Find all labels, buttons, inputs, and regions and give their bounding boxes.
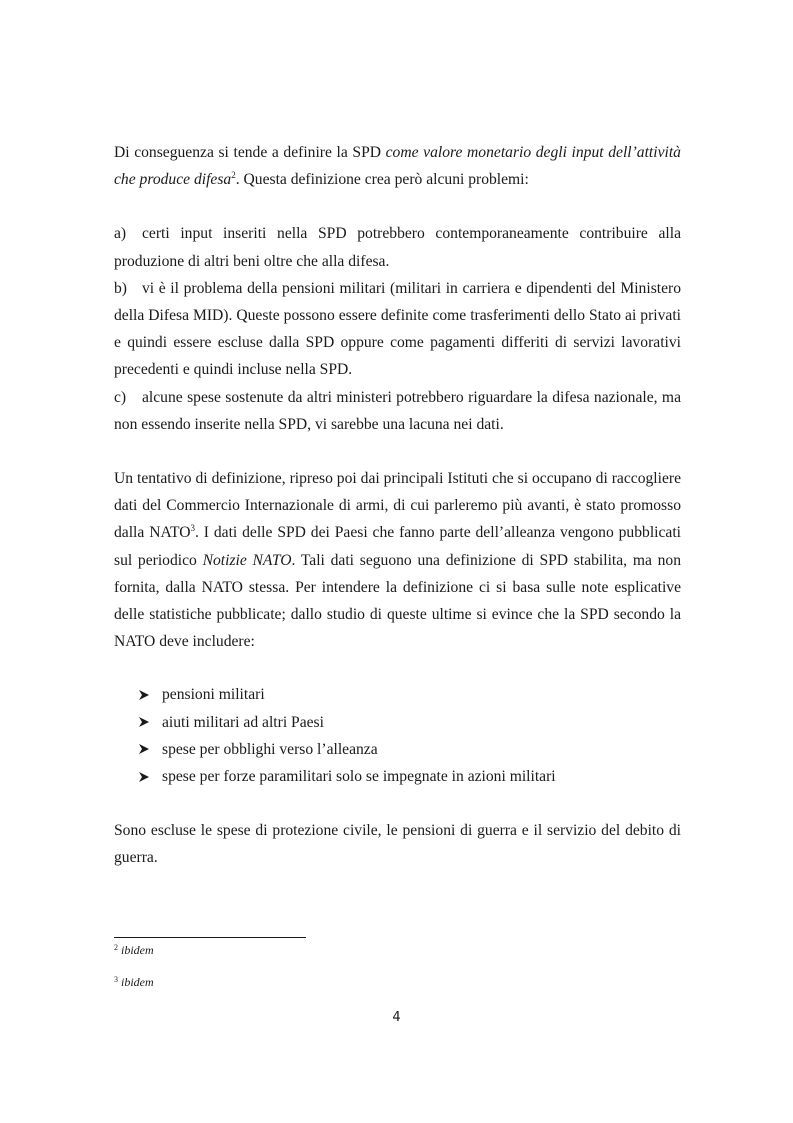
problem-label: a) <box>114 225 127 243</box>
nato-text-start: Un tentativo di definizione, ripreso poi dai principali Istituti che si occupano di raccogliere dati del Commercio Internazionale di armi, di cui parleremo più avanti, è stato promosso dalla NATO <box>114 470 681 542</box>
list-item <box>138 736 681 763</box>
problem-text: alcune spese sostenute da altri ministeri potrebbero riguardare la difesa nazionale, ma non essendo inserite nella SPD, vi sarebbe una lacuna nei dati. <box>114 388 681 433</box>
arrowhead-bullet-icon <box>138 771 162 783</box>
footnote-ref-3[interactable]: 3 <box>190 523 195 534</box>
exclusions-paragraph: Sono escluse le spese di protezione civile, le pensioni di guerra e il servizio del debito di guerra. <box>114 822 681 867</box>
list-item <box>138 709 681 736</box>
footnote-3 <box>114 975 154 989</box>
problem-label: c) <box>114 388 127 406</box>
list-item <box>138 763 681 790</box>
problem-item <box>114 384 681 438</box>
page-number: 4 <box>392 1010 401 1025</box>
problem-item <box>114 220 681 274</box>
intro-definition: come valore monetario degli input dell’attività che produce difesa <box>114 144 681 189</box>
footnote-text: ibidem <box>121 975 154 989</box>
nato-text-end: . Tali dati seguono una definizione di SPD stabilita, ma non fornita, dalla NATO stessa. Per intendere la definizione ci si basa sulle note esplicative delle statistiche pubblicate; dallo studio di queste ultime si evince che la SPD secondo la NATO deve includere: <box>114 551 681 651</box>
intro-text-end: . Questa definizione crea però alcuni problemi: <box>235 171 529 189</box>
nato-paragraph <box>114 465 681 655</box>
arrowhead-bullet-icon <box>138 743 162 755</box>
footnote-divider <box>114 937 306 938</box>
footnote-text: ibidem <box>121 943 154 957</box>
arrowhead-bullet-icon <box>138 716 162 728</box>
list-item-text: aiuti militari ad altri Paesi <box>162 713 324 731</box>
problem-item <box>114 275 681 384</box>
list-item <box>138 681 681 708</box>
problem-text: vi è il problema della pensioni militari (militari in carriera e dipendenti del Ministero della Difesa MID). Queste possono essere definite come trasferimenti dello Stato ai privati e quindi essere escluse dalla SPD oppure come pagamenti differiti di servizi lavorativi precedenti e quindi incluse nella SPD. <box>114 279 681 379</box>
inclusion-list <box>114 681 681 790</box>
footnote-number: 3 <box>114 975 118 984</box>
periodical-title: Notizie NATO <box>202 551 292 569</box>
problem-label: b) <box>114 279 127 297</box>
problem-text: certi input inseriti nella SPD potrebbero contemporaneamente contribuire alla produzione di altri beni oltre che alla difesa. <box>114 225 681 270</box>
footnote-ref-2[interactable]: 2 <box>231 170 236 181</box>
page-body <box>114 139 681 872</box>
arrowhead-bullet-icon <box>138 689 162 701</box>
list-item-text: spese per forze paramilitari solo se impegnate in azioni militari <box>162 768 556 786</box>
footnote-2 <box>114 943 154 957</box>
intro-paragraph <box>114 139 681 193</box>
nato-text-middle: . I dati delle SPD dei Paesi che fanno parte dell’alleanza vengono pubblicati sul periodico <box>114 524 681 569</box>
list-item-text: pensioni militari <box>162 686 265 704</box>
footnote-number: 2 <box>114 943 118 952</box>
list-item-text: spese per obblighi verso l’alleanza <box>162 740 378 758</box>
intro-text-start: Di conseguenza si tende a definire la SPD <box>114 144 386 161</box>
